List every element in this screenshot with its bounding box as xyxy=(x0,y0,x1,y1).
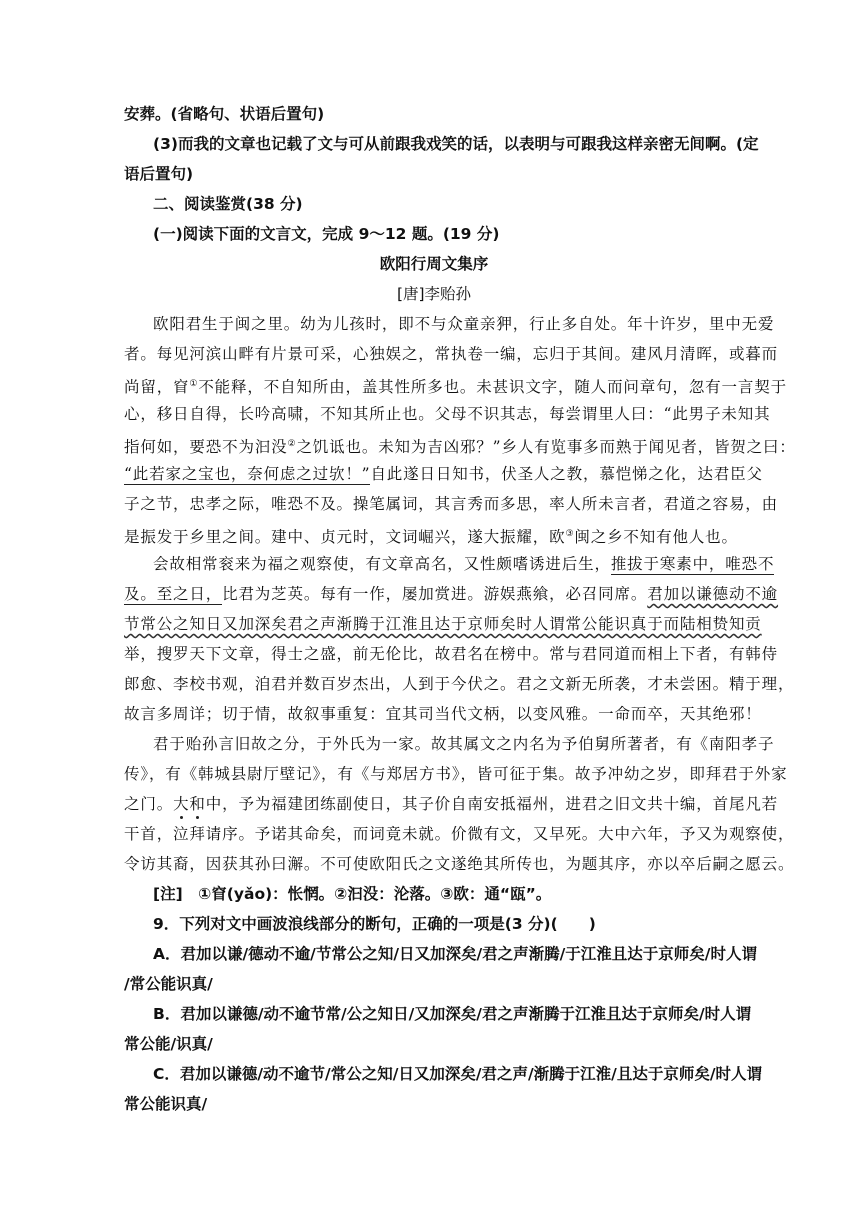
footnote-marker: ② xyxy=(287,439,297,449)
passage-line: 故言多周详；切于情，故叙事重复：宜其司当代文柄，以变风雅。一命而卒，天其绝邪！ xyxy=(124,705,762,723)
passage-title: 欧阳行周文集序 xyxy=(379,255,489,273)
passage-author: [唐]李贻孙 xyxy=(396,285,472,303)
passage-text: 自此遂日日知书，伏圣人之教，慕恺悌之化，达君臣父 xyxy=(370,465,763,483)
passage-line: 令访其裔，因获其孙曰澥。不可使欧阳氏之文遂绝其所传也，为题其序，亦以卒后嗣之愿云。 xyxy=(124,855,795,873)
passage-line: 举，搜罗天下文章，得士之盛，前无伦比，故君名在榜中。常与君同道而相上下者，有韩侍 xyxy=(124,645,779,663)
underlined-sentence: 及。至之日， xyxy=(124,585,223,603)
passage-text: 闽之乡不知有他人也。 xyxy=(574,528,738,547)
question-stem: 9．下列对文中画波浪线部分的断句，正确的一项是(3 分)( ) xyxy=(153,915,596,933)
passage-line xyxy=(124,374,787,397)
option-b-line-1: B．君加以谦德/动不逾节常/公之知日/又加深矣/君之声渐腾于江淮且达于京师矣/时人谓 xyxy=(153,1005,752,1023)
option-a-line-1: A．君加以谦/德动不逾/节常公之知/日又加深矣/君之声渐腾/于江淮且达于京师矣/时人谓 xyxy=(153,945,757,963)
passage-text: 不能释，不自知所由，盖其性所多也。未甚识文字，随人而问章句，忽有一言契于 xyxy=(198,378,787,397)
option-c-line-2: 常公能识真/ xyxy=(124,1095,208,1113)
passage-line xyxy=(124,434,796,457)
option-b-line-2: 常公能/识真/ xyxy=(124,1035,213,1053)
passage-text: 比君为芝英。每有一作，屡加赏进。游娱燕飨，必召同席。 xyxy=(222,585,648,603)
passage-line: 子之节，忠孝之际，唯恐不及。操笔属词，其言秀而多思，率人所未言者，君道之容易，由 xyxy=(124,495,779,513)
wavy-underlined-text: 节常公之知日又加深矣君之声渐腾于江淮且达于京师矣时人谓常公能识真于而陆相贽知贡 xyxy=(124,615,762,633)
answer-line-2: (3)而我的文章也记载了文与可从前跟我戏笑的话，以表明与可跟我这样亲密无间啊。(定 xyxy=(153,135,759,153)
passage-text: 之门。 xyxy=(124,795,174,813)
passage-line: 郎愈、李校书观，洎君并数百岁杰出，人到于今伏之。君之文新无所袭，才未尝困。精于理， xyxy=(124,675,795,693)
passage-line xyxy=(124,614,762,634)
passage-line: 心，移日自得，长吟高啸，不知其所止也。父母不识其志，每尝谓里人曰：“此男子未知其 xyxy=(124,405,771,423)
option-c-line-1: C．君加以谦德/动不逾节/常公之知/日又加深矣/君之声/渐腾于江淮/且达于京师矣/时人谓 xyxy=(153,1065,763,1083)
underlined-sentence: 推拔于寒素中，唯恐不 xyxy=(610,555,775,573)
option-a-line-2: /常公能识真/ xyxy=(124,975,213,993)
answer-line-3: 语后置句) xyxy=(124,165,194,183)
footnote-marker: ③ xyxy=(565,529,575,539)
passage-text: 指何如，要恐不为汩没 xyxy=(124,438,288,457)
passage-line: 君于贻孙言旧故之分，于外氏为一家。故其属文之内名为予伯舅所著者，有《南阳孝子 xyxy=(153,735,775,753)
underlined-sentence: “此若家之宝也，奈何虑之过欤！” xyxy=(124,465,371,483)
passage-text: 会故相常衮来为福之观察使，有文章高名，又性颇嗜诱进后生， xyxy=(153,555,611,573)
dotted-character: 大 xyxy=(173,795,190,813)
footnote-marker: ① xyxy=(189,379,199,389)
passage-line: 干首，泣拜请序。予诺其命矣，而词竟未就。价微有文，又早死。大中六年，予又为观察使， xyxy=(124,825,795,843)
subsection-heading: (一)阅读下面的文言文，完成 9～12 题。(19 分) xyxy=(153,225,500,243)
passage-text: 之饥诋也。未知为吉凶邪？”乡人有览事多而熟于闻见者，皆贺之曰： xyxy=(296,438,796,457)
annotation-note: [注] ①窅(yǎo)：怅惘。②汩没：沦落。③欧：通“瓯”。 xyxy=(153,885,552,903)
answer-line-1: 安葬。(省略句、状语后置句) xyxy=(124,105,325,123)
passage-text: 是振发于乡里之间。建中、贞元时，文词崛兴，遂大振耀，欧 xyxy=(124,528,566,547)
passage-line: 欧阳君生于闽之里。幼为儿孩时，即不与众童亲狎，行止多自处。年十许岁，里中无爱 xyxy=(153,315,775,333)
passage-line xyxy=(124,794,779,814)
passage-text: 中，予为福建团练副使日，其子价自南安抵福州，进君之旧文共十编，首尾凡若 xyxy=(205,795,779,813)
passage-line: 者。每见河滨山畔有片景可采，心独娱之，常执卷一编，忘归于其间。建风月清晖，或暮而 xyxy=(124,345,779,363)
passage-line: 传》，有《韩城县尉厅壁记》，有《与郑居方书》，皆可征于集。故予冲幼之岁，即拜君于外家 xyxy=(124,765,788,783)
section-heading: 二、阅读鉴赏(38 分) xyxy=(153,195,303,213)
passage-line xyxy=(124,524,744,547)
wavy-underlined-text: 君加以谦德动不逾 xyxy=(647,585,779,603)
passage-line xyxy=(124,464,763,484)
passage-line xyxy=(153,554,775,574)
passage-text: 尚留，窅 xyxy=(124,378,190,397)
dotted-character: 和 xyxy=(189,795,206,813)
passage-line xyxy=(124,584,779,604)
